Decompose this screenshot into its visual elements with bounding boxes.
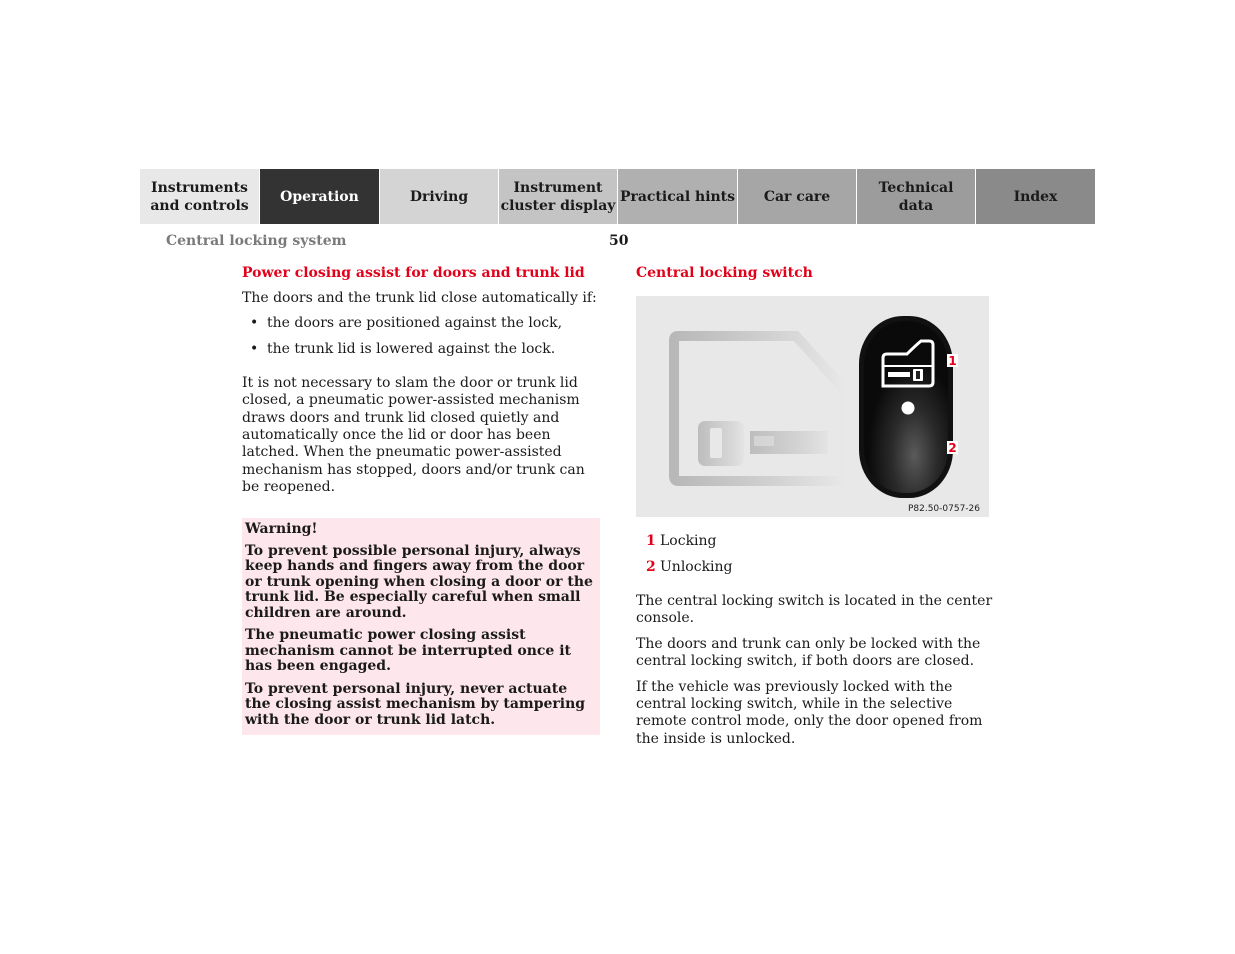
legend-text: Unlocking (660, 559, 733, 575)
section-heading-central-locking-switch: Central locking switch (636, 265, 813, 281)
tab-operation[interactable]: Operation (260, 169, 380, 224)
callout-2-label: 2 (948, 441, 957, 455)
bullet-icon: • (250, 315, 259, 332)
tab-technical-data[interactable]: Technical data (857, 169, 976, 224)
legend-number: 1 (646, 533, 656, 549)
tab-instruments-and-controls[interactable]: Instruments and controls (140, 169, 260, 224)
switch-illustration (636, 296, 989, 517)
warning-paragraph: To prevent personal injury, never actuate the closing assist mechanism by tampering with the door or trunk lid latch. (245, 680, 586, 728)
list-item-text: the trunk lid is lowered against the lock. (267, 341, 556, 358)
warning-paragraph: To prevent possible personal injury, always keep hands and fingers away from the door or trunk opening when closing a door or the trunk lid. Be especially careful when small children are around. (245, 542, 593, 621)
callout-1 (947, 354, 958, 368)
condition-list (242, 315, 600, 358)
body-paragraph: It is not necessary to slam the door or trunk lid closed, a pneumatic power-assisted mechanism draws doors and trunk lid closed quietly and automatically once the lid or door has been latched. When the pneumatic power-assisted mechanism has stopped, doors and/or trunk can be reopened. (242, 374, 585, 496)
central-locking-switch-figure (636, 296, 989, 517)
left-column (242, 264, 600, 735)
tab-practical-hints[interactable]: Practical hints (618, 169, 738, 224)
figure-code: P82.50-0757-26 (907, 504, 980, 514)
body-paragraph: The doors and trunk can only be locked with the central locking switch, if both doors are closed. (636, 635, 981, 670)
tab-driving[interactable]: Driving (380, 169, 499, 224)
list-item (242, 341, 600, 358)
running-head: Central locking system (166, 233, 347, 249)
list-item-text: the doors are positioned against the lock, (267, 315, 563, 332)
warning-box (242, 518, 600, 736)
right-column (636, 264, 996, 748)
list-item (242, 315, 600, 332)
intro-text: The doors and the trunk lid close automatically if: (242, 290, 597, 306)
legend-number: 2 (646, 559, 656, 575)
tab-instrument-cluster-display[interactable]: Instrument cluster display (499, 169, 618, 224)
legend-item (636, 559, 996, 576)
locking-switch (859, 316, 953, 498)
legend-text: Locking (660, 533, 717, 549)
section-heading-power-closing: Power closing assist for doors and trunk lid (242, 265, 585, 281)
bullet-icon: • (250, 341, 259, 358)
warning-paragraph: The pneumatic power closing assist mechanism cannot be interrupted once it has been engaged. (245, 627, 571, 675)
warning-title: Warning! (245, 520, 318, 537)
callout-2 (947, 441, 958, 455)
background-door-icon (674, 336, 846, 481)
tab-car-care[interactable]: Car care (738, 169, 857, 224)
switch-indicator-dot (902, 402, 915, 415)
callout-1-label: 1 (948, 354, 957, 368)
page-number: 50 (609, 233, 629, 249)
figure-legend (636, 533, 996, 576)
tab-index[interactable]: Index (976, 169, 1095, 224)
body-paragraph: If the vehicle was previously locked with the central locking switch, while in the selective remote control mode, only the door opened from the inside is unlocked. (636, 678, 983, 747)
legend-item (636, 533, 996, 550)
body-paragraph: The central locking switch is located in the center console. (636, 593, 993, 627)
chapter-tab-bar (140, 169, 1095, 224)
